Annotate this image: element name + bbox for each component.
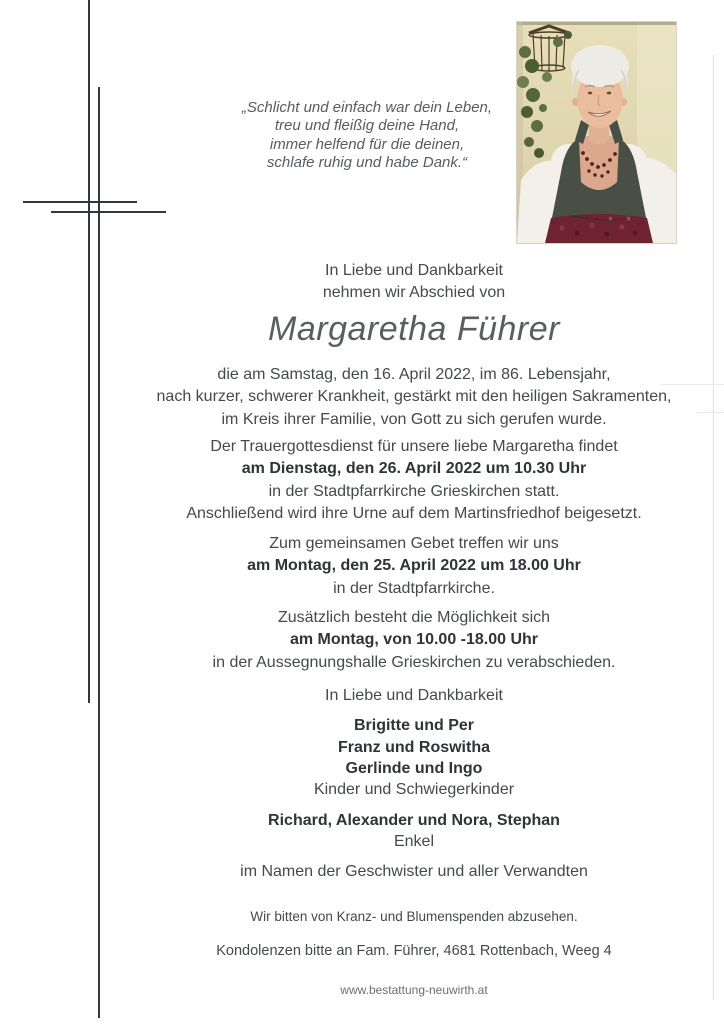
condolence-note: Kondolenzen bitte an Fam. Führer, 4681 Rottenbach, Weeg 4: [216, 943, 612, 959]
service-line: Anschließend wird ihre Urne auf dem Martinsfriedhof beigesetzt.: [186, 505, 642, 523]
funeral-home-website: www.bestattung-neuwirth.at: [340, 983, 488, 997]
deceased-name: Margaretha Führer: [268, 310, 560, 348]
funeral-service-paragraph: [104, 436, 724, 526]
quote-line: schlafe ruhig und habe Dank.“: [266, 154, 468, 172]
prayer-line: Zum gemeinsamen Gebet treffen wir uns: [269, 535, 559, 552]
viewing-line: Zusätzlich besteht die Möglichkeit sich: [277, 609, 551, 626]
viewing-paragraph: [104, 607, 724, 674]
intro-line: In Liebe und Dankbarkeit: [325, 262, 503, 279]
intro-line: nehmen wir Abschied von: [322, 284, 506, 302]
page-scan-edge-line: [713, 55, 714, 1000]
donation-note: Wir bitten von Kranz- und Blumenspenden abzusehen.: [250, 909, 578, 924]
death-notice-paragraph: [104, 364, 724, 431]
service-line: Der Trauergottesdienst für unsere liebe Margaretha findet: [210, 438, 618, 455]
cross-vertical-line-left: [88, 0, 90, 703]
cross-horizontal-line-upper: [23, 201, 137, 203]
intro-text: [104, 260, 724, 305]
service-date-line: am Dienstag, den 26. April 2022 um 10.30 Uhr: [241, 460, 587, 478]
prayer-line: in der Stadtpfarrkirche.: [333, 579, 495, 597]
memorial-quote: [100, 99, 634, 173]
viewing-line: in der Aussegnungshalle Grieskirchen zu verabschieden.: [212, 653, 616, 671]
children-name-line: Franz und Roswitha: [338, 738, 490, 756]
death-line: die am Samstag, den 16. April 2022, im 86. Lebensjahr,: [217, 366, 611, 383]
cross-horizontal-line-lower: [51, 211, 166, 213]
cross-vertical-line-right: [98, 87, 100, 1018]
death-line: im Kreis ihrer Familie, von Gott zu sich gerufen wurde.: [221, 410, 607, 428]
prayer-paragraph: [104, 533, 724, 600]
quote-line: treu und fleißig deine Hand,: [274, 117, 460, 135]
grandchildren-names: Richard, Alexander und Nora, Stephan: [268, 812, 560, 829]
children-names: [104, 715, 724, 780]
children-name-line: Brigitte und Per: [353, 717, 474, 734]
grandchildren-label: Enkel: [393, 833, 435, 850]
relatives-line: im Namen der Geschwister und aller Verwandten: [240, 863, 588, 880]
quote-line: „Schlicht und einfach war dein Leben,: [241, 99, 493, 116]
viewing-date-line: am Montag, von 10.00 -18.00 Uhr: [289, 631, 539, 649]
prayer-date-line: am Montag, den 25. April 2022 um 18.00 Uhr: [247, 557, 581, 575]
farewell-text: In Liebe und Dankbarkeit: [325, 687, 503, 704]
quote-line: immer helfend für die deinen,: [269, 135, 465, 153]
children-label: Kinder und Schwiegerkinder: [313, 781, 515, 798]
death-line: nach kurzer, schwerer Krankheit, gestärkt mit den heiligen Sakramenten,: [156, 388, 672, 406]
service-line: in der Stadtpfarrkirche Grieskirchen statt.: [268, 482, 560, 500]
children-name-line: Gerlinde und Ingo: [345, 760, 483, 777]
